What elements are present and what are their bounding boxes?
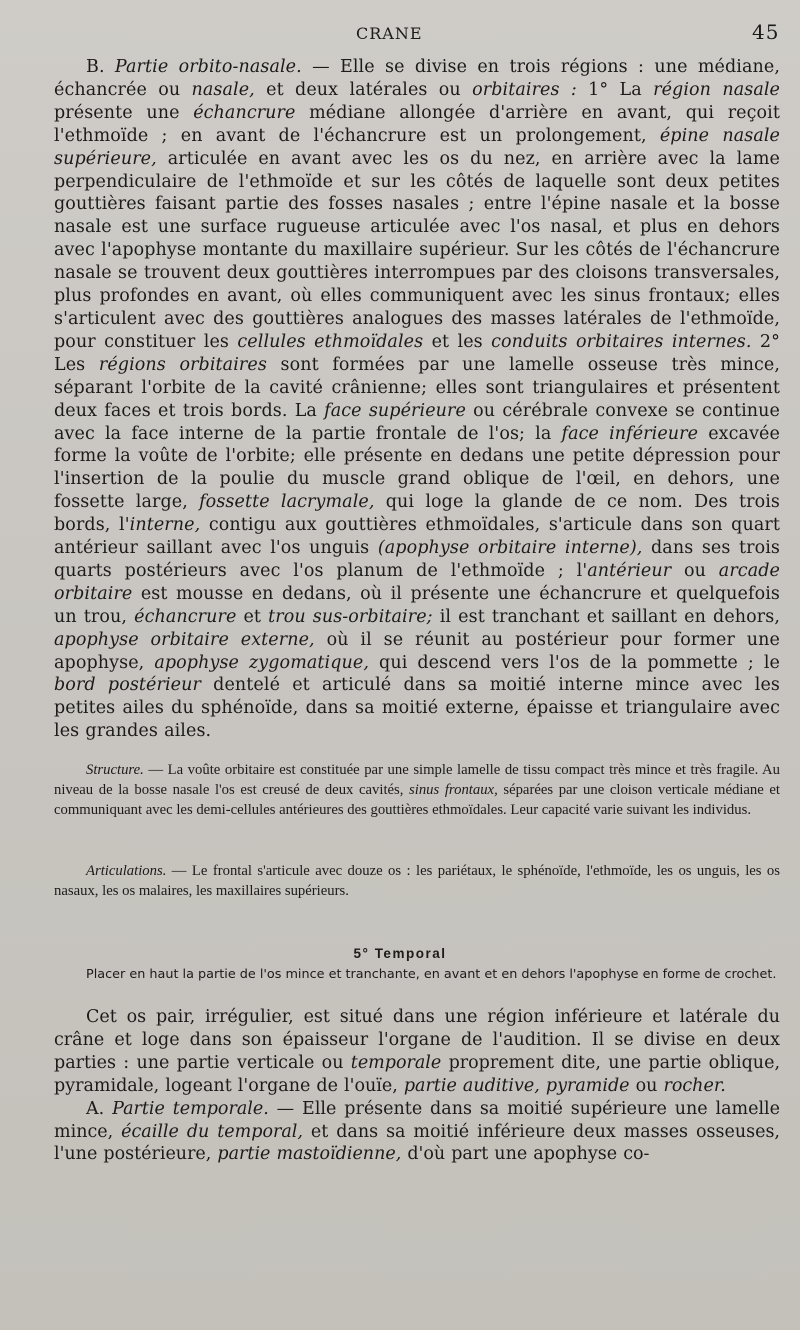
text-run: et deux latérales ou — [254, 79, 473, 100]
italic-term: fossette lacrymale, — [199, 492, 375, 513]
text-run: est mousse en dedans, où il présente une échancrure et quelquefois un trou, — [54, 583, 780, 627]
italic-term: arcade orbitaire — [54, 560, 780, 604]
italic-term: épine nasale supérieure, — [54, 125, 781, 169]
italic-term: région nasale — [653, 79, 781, 100]
italic-term: apophyse zygomatique, — [154, 652, 370, 673]
italic-term: nasale, — [191, 79, 255, 100]
text-run: dans ses trois quarts postérieurs avec l'os planum de l'ethmoïde ; l' — [54, 538, 780, 581]
text-run: Cet os pair, irrégulier, est situé dans une région inférieure et latérale du crâne et loge dans son épaisseur l'organe de l'audition. Il se divise en deux parties : une partie verticale ou — [54, 1007, 780, 1073]
running-title: CRANE — [356, 24, 423, 43]
text-run: et dans sa moitié inférieure deux masses osseuses, l'une postérieure, — [54, 1121, 780, 1165]
text-run: séparées par une cloison verticale médiane et communiquant avec les demi-cellules antérieures des gouttières ethmoïdales. Leur capacité varie suivant les individus. — [54, 782, 780, 818]
italic-term: écaille du temporal, — [121, 1121, 303, 1142]
placement-note — [54, 966, 780, 983]
italic-term: face inférieure — [561, 423, 699, 444]
text-run: — La voûte orbitaire est constituée par une simple lamelle de tissu compact très mince et très fragile. Au niveau de la bosse nasale l'os est creusé de deux cavités, — [54, 762, 780, 798]
text-run: — Elle présente dans sa moitié supérieure une lamelle mince, — [54, 1098, 781, 1142]
italic-term: conduits orbitaires internes. — [491, 331, 752, 352]
text-run: ou cérébrale convexe se continue avec la face interne de la partie frontale de l'os; la — [54, 400, 780, 444]
italic-term: apophyse orbitaire externe, — [54, 629, 315, 650]
text-run: qui descend vers l'os de la pommette ; le — [369, 652, 780, 673]
text-run: et — [236, 606, 269, 627]
orbito-nasal-paragraph — [54, 56, 780, 743]
italic-term: Articulations. — [86, 863, 167, 879]
text-run: articulée en avant avec les os du nez, en arrière avec la lame perpendiculaire de l'ethmoïde et sur les côtés de laquelle sont deux petites gouttières faisant partie des fosses nasales ; entre l'épine nasale et la bosse nasale est une surface rugueuse articulée avec l'os nasal, et plus en dehors avec l'apophyse montante du maxillaire supérieur. Sur les côtés de l'échancrure nasale se trouvent deux gouttières interrompues par des cloisons transversales, plus profondes en avant, où elles communiquent avec les sinus frontaux; elles s'articulent avec des gouttières analogues des masses latérales de l'ethmoïde, pour constituer les — [54, 148, 780, 352]
italic-term: Partie temporale. — [112, 1098, 269, 1119]
text-run: — Le frontal s'articule avec douze os : les pariétaux, le sphénoïde, l'ethmoïde, les os unguis, les os nasaux, les os malaires, les maxillaires supérieurs. — [54, 863, 780, 899]
italic-term: face supérieure — [324, 400, 466, 421]
italic-term: antérieur — [587, 560, 672, 581]
text-run: et les — [423, 331, 492, 352]
italic-term: sinus frontaux, — [409, 782, 498, 798]
text-run: il est tranchant et saillant en dehors, — [432, 606, 780, 627]
italic-term: régions orbitaires — [98, 354, 267, 375]
text-run: médiane allongée d'arrière en avant, qui reçoit l'ethmoïde ; en avant de l'échancrure est un prolongement, — [54, 102, 780, 146]
text-run: proprement dite, une partie oblique, pyramidale, logeant l'organe de l'ouïe, — [54, 1052, 781, 1096]
italic-term: rocher. — [663, 1075, 726, 1096]
text-run: sont formées par une lamelle osseuse très mince, séparant l'orbite de la cavité crânienne; elles sont triangulaires et présentent deux faces et trois bords. La — [54, 354, 781, 421]
text-run: qui loge la glande de ce nom. Des trois bords, l' — [54, 492, 780, 536]
text-run: A. — [86, 1098, 113, 1119]
italic-term: partie auditive, pyramide — [403, 1075, 630, 1096]
text-run: excavée forme la voûte de l'orbite; elle présente en dedans une petite dépression pour l'insertion de la poulie du muscle grand oblique de l'œil, en dehors, une fossette large, — [54, 423, 780, 513]
text-run: dentelé et articulé dans sa moitié interne mince avec les petites ailes du sphénoïde, dans sa moitié externe, épaisse et triangulaire avec les grandes ailes. — [54, 675, 780, 742]
text-run: où il se réunit au postérieur pour former une apophyse, — [54, 629, 780, 673]
text-run: contigu aux gouttières ethmoïdales, s'articule dans son quart antérieur saillant avec l'os unguis — [54, 515, 780, 559]
italic-term: échancrure — [134, 606, 237, 627]
italic-term: (apophyse orbitaire interne), — [377, 538, 643, 559]
placement-note-text: Placer en haut la partie de l'os mince et tranchante, en avant et en dehors l'apophyse en forme de crochet. — [86, 967, 777, 982]
italic-term: échancrure — [193, 102, 296, 123]
structure-paragraph — [54, 760, 780, 820]
text-run: — Elle se divise en trois régions : une médiane, échancrée ou — [54, 57, 780, 100]
paragraph-temporal-intro — [54, 1006, 780, 1098]
italic-term: temporale — [350, 1052, 442, 1073]
paragraph-orbito-nasale — [54, 56, 780, 743]
italic-term: partie mastoïdienne, — [217, 1144, 402, 1165]
italic-term: orbitaires : — [472, 79, 577, 100]
text-run: présente une — [54, 102, 194, 123]
section-title-temporal: 5° Temporal — [353, 946, 447, 961]
text-run: d'où part une apophyse co- — [401, 1144, 650, 1165]
italic-term: Structure. — [86, 762, 144, 778]
italic-term: cellules ethmoïdales — [237, 331, 424, 352]
italic-term: bord postérieur — [54, 675, 201, 696]
page-number: 45 — [752, 20, 780, 44]
articulations-paragraph — [54, 861, 780, 901]
text-run: B. — [86, 57, 115, 77]
text-run: ou — [671, 560, 719, 581]
page-header — [0, 18, 800, 48]
italic-term: trou sus-orbitaire; — [268, 606, 433, 627]
text-run: ou — [629, 1075, 664, 1096]
paragraph-partie-temporale — [54, 1098, 780, 1167]
italic-term: Partie orbito-nasale. — [114, 57, 302, 77]
paragraph-structure — [54, 760, 780, 820]
paragraph-articulations — [54, 861, 780, 901]
temporal-body — [54, 1006, 780, 1166]
text-run: 2° Les — [54, 331, 781, 375]
italic-term: interne, — [129, 515, 201, 536]
text-run: 1° La — [576, 79, 654, 100]
